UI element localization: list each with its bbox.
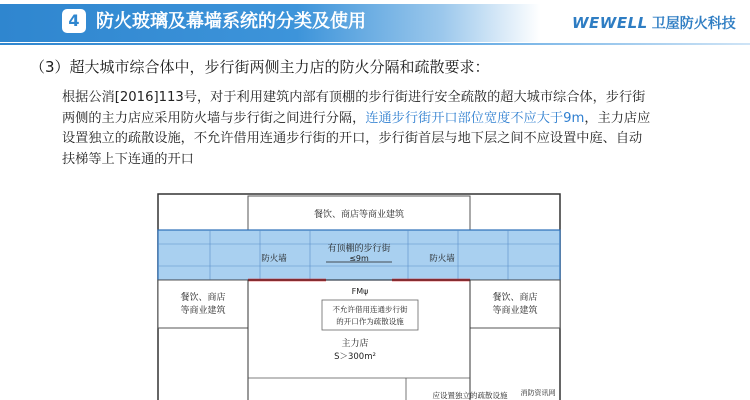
- slide-header: [0, 0, 750, 48]
- brand-chinese: 卫屋防火科技: [651, 16, 736, 32]
- firewall-label-right: 防火墙: [429, 254, 455, 264]
- width-label: ≤9m: [349, 254, 369, 263]
- watermark: 消防资讯网: [520, 389, 556, 397]
- brand-logo: [572, 13, 736, 34]
- floor-plan-svg: [150, 188, 570, 400]
- right-shop-line-1: 餐饮、商店: [492, 293, 538, 303]
- firewall-label-left: 防火墙: [261, 254, 287, 264]
- top-shop-label: 餐饮、商店等商业建筑: [313, 210, 405, 220]
- street-label: 有顶棚的步行街: [327, 244, 391, 254]
- left-shop-line-2: 等商业建筑: [180, 306, 226, 316]
- fm-label: FMψ: [351, 287, 369, 296]
- right-shop-block: [470, 280, 560, 328]
- note-line-2: 的开口作为疏散设施: [336, 317, 404, 326]
- note-line-1: 不允许借用连通步行街: [332, 305, 408, 314]
- section-title: 防火玻璃及幕墙系统的分类及使用: [96, 11, 366, 32]
- subheading: （3）超大城市综合体中，步行街两侧主力店的防火分隔和疏散要求：: [30, 58, 490, 76]
- paragraph-part-1: 根据公消[2016]113号，对于利用建筑内部有顶棚的步行街进行安全疏散的超大城市综合体，步行街两侧的主力店应采用防火墙与步行街之间进行分隔，: [62, 90, 646, 126]
- anchor-store-area: S＞300m²: [334, 352, 376, 362]
- body-paragraph: [62, 88, 652, 170]
- section-number-badge: 4: [62, 9, 86, 33]
- brand-latin: WEWELL: [572, 14, 648, 32]
- anchor-store-label: 主力店: [341, 339, 369, 349]
- floor-plan-diagram: [150, 188, 570, 400]
- right-shop-line-2: 等商业建筑: [492, 306, 538, 316]
- header-underline: [0, 43, 750, 45]
- paragraph-part-2: ，主力店应设置独立的疏散设施，不允许借用连通步行街的开口，步行街首层与地下层之间不应设置中庭、自动扶梯等上下连通的开口: [62, 110, 651, 167]
- bottom-note: 应设置独立的疏散设施: [432, 391, 508, 400]
- left-shop-line-1: 餐饮、商店: [180, 293, 226, 303]
- left-shop-block: [158, 280, 248, 328]
- paragraph-highlight: 连通步行街开口部位宽度不应大于9m: [365, 110, 585, 126]
